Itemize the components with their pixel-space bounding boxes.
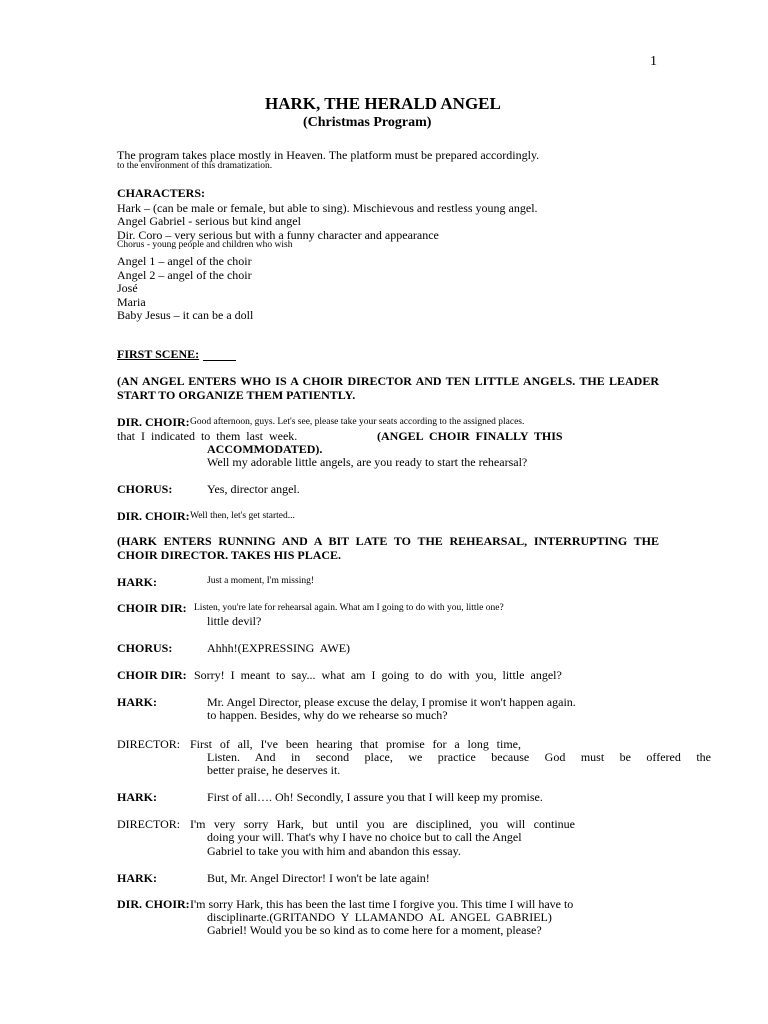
dialogue-line: Yes, director angel.: [207, 482, 300, 496]
speaker-label: DIR. CHOIR:: [117, 415, 190, 429]
speaker-label: HARK:: [117, 871, 157, 885]
dialogue-line: Just a moment, I'm missing!: [207, 576, 315, 586]
character-item: Baby Jesus – it can be a doll: [117, 308, 254, 322]
dialogue-line: First of all, I've been hearing that promise for a long time,: [190, 737, 521, 751]
stage-direction-inline: ACCOMMODATED).: [207, 442, 323, 456]
dialogue-line: Gabriel! Would you be so kind as to come here for a moment, please?: [207, 923, 542, 937]
dialogue-line: that I indicated to them last week.: [117, 429, 298, 443]
dialogue-line: I'm very sorry Hark, but until you are disciplined, you will continue: [190, 817, 575, 831]
stage-direction: (AN ANGEL ENTERS WHO IS A CHOIR DIRECTOR AND TEN LITTLE ANGELS. THE LEADER START TO ORGANIZE THEM PATIENTLY.: [117, 374, 659, 402]
dialogue-line: I'm sorry Hark, this has been the last time I forgive you. This time I will have to: [190, 897, 574, 911]
stage-direction: (HARK ENTERS RUNNING AND A BIT LATE TO THE REHEARSAL, INTERRUPTING THE CHOIR DIRECTOR. TAKES HIS PLACE.: [117, 534, 659, 562]
page-number: 1: [650, 54, 657, 69]
dialogue-line: little devil?: [207, 614, 262, 628]
dialogue-line: Good afternoon, guys. Let's see, please take your seats according to the assigned places.: [190, 417, 525, 427]
dialogue-line: But, Mr. Angel Director! I won't be late again!: [207, 871, 430, 885]
dialogue-line: disciplinarte.(GRITANDO Y LLAMANDO AL ANGEL GABRIEL): [207, 910, 552, 924]
character-item: Dir. Coro – very serious but with a funny character and appearance: [117, 228, 439, 242]
dialogue-line: Well my adorable little angels, are you ready to start the rehearsal?: [207, 455, 528, 469]
dialogue-line: better praise, he deserves it.: [207, 763, 341, 777]
character-item: Maria: [117, 295, 146, 309]
dialogue-line: Sorry! I meant to say... what am I going to do with you, little angel?: [194, 668, 562, 682]
character-item: Hark – (can be male or female, but able to sing). Mischievous and restless young angel.: [117, 201, 538, 215]
dialogue-line: doing your will. That's why I have no choice but to call the Angel: [207, 830, 522, 844]
speaker-label: DIRECTOR:: [117, 817, 181, 831]
intro-line: The program takes place mostly in Heaven. The platform must be prepared accordingly.: [117, 148, 540, 162]
dialogue-line: Mr. Angel Director, please excuse the delay, I promise it won't happen again.: [207, 695, 576, 709]
speaker-label: HARK:: [117, 575, 157, 589]
scene-heading-rule: [203, 360, 236, 361]
dialogue-line: Gabriel to take you with him and abandon this essay.: [207, 844, 461, 858]
dialogue-line: Well then, let's get started...: [190, 511, 295, 521]
speaker-label: HARK:: [117, 790, 157, 804]
speaker-label: DIR. CHOIR:: [117, 897, 190, 911]
dialogue-line: Listen, you're late for rehearsal again. What am I going to do with you, little one?: [194, 603, 504, 613]
speaker-label: DIR. CHOIR:: [117, 509, 190, 523]
character-item: José: [117, 281, 138, 295]
character-item: Angel Gabriel - serious but kind angel: [117, 214, 301, 228]
dialogue-line: Listen. And in second place, we practice because God must be offered the: [207, 750, 711, 764]
scene-heading: FIRST SCENE:: [117, 347, 200, 361]
stage-direction-inline: (ANGEL CHOIR FINALLY THIS: [377, 429, 563, 443]
speaker-label: HARK:: [117, 695, 157, 709]
character-item: Angel 2 – angel of the choir: [117, 268, 252, 282]
speaker-label: DIRECTOR:: [117, 737, 181, 751]
speaker-label: CHORUS:: [117, 482, 173, 496]
document-title: HARK, THE HERALD ANGEL: [265, 94, 501, 113]
dialogue-line: Ahhh!(EXPRESSING AWE): [207, 641, 351, 655]
intro-line: to the environment of this dramatization.: [117, 161, 273, 171]
dialogue-line: First of all…. Oh! Secondly, I assure you that I will keep my promise.: [207, 790, 543, 804]
document-subtitle: (Christmas Program): [303, 115, 432, 130]
characters-heading: CHARACTERS:: [117, 186, 206, 200]
speaker-label: CHOIR DIR:: [117, 668, 187, 682]
dialogue-line: to happen. Besides, why do we rehearse so much?: [207, 708, 448, 722]
character-item: Angel 1 – angel of the choir: [117, 254, 252, 268]
speaker-label: CHOIR DIR:: [117, 601, 187, 615]
speaker-label: CHORUS:: [117, 641, 173, 655]
character-item: Chorus - young people and children who wish: [117, 240, 293, 250]
